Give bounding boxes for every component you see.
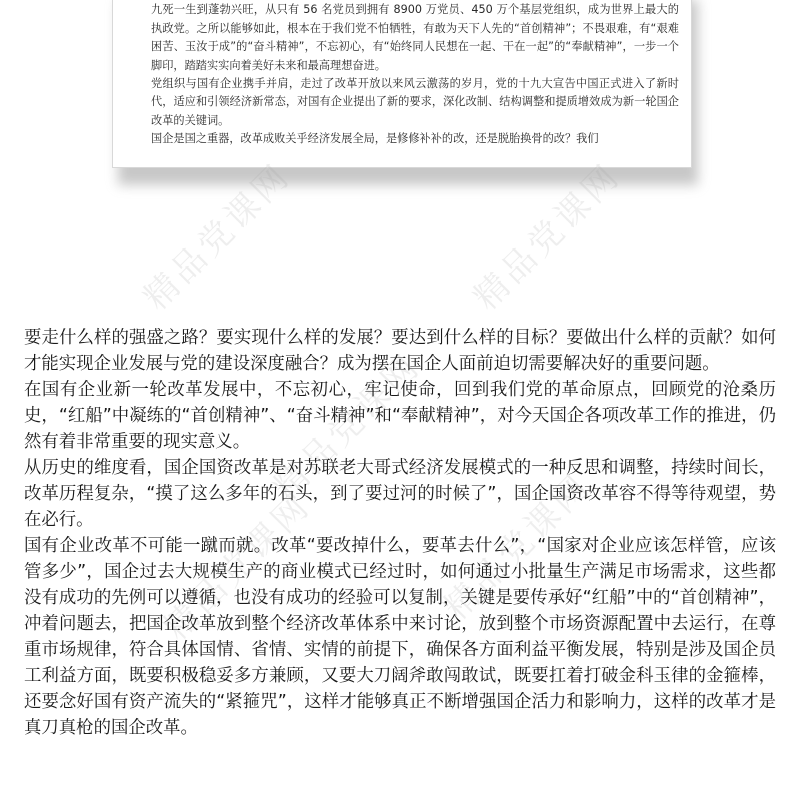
page-card: [112, 0, 692, 168]
body-paragraph-4: 国有企业改革不可能一蹴而就。改革“要改掉什么，要革去什么”，“国家对企业应该怎样管，应该管多少”，国企过去大规模生产的商业模式已经过时，如何通过小批量生产满足市场需求，这些都没有成功的先例可以遵循，也没有成功的经验可以复制，关键是要传承好“红船”中的“首创精神”，冲着问题去，把国企改革放到整个经济改革体系中来讨论，放到整个市场资源配置中去运行，在尊重市场规律，符合具体国情、省情、实情的前提下，确保各方面利益平衡发展，特别是涉及国企员工利益方面，既要积极稳妥多方兼顾，又要大刀阔斧敢闯敢试，既要扛着打破金科玉律的金箍棒，还要念好国有资产流失的“紧箍咒”，这样才能够真正不断增强国企活力和影响力，这样的改革才是真刀真枪的国企改革。: [24, 536, 776, 738]
body-paragraph-1: 要走什么样的强盛之路？要实现什么样的发展？要达到什么样的目标？要做出什么样的贡献？如何才能实现企业发展与党的建设深度融合？成为摆在国企人面前迫切需要解决好的重要问题。: [24, 328, 776, 374]
watermark: 精品党课网: [156, 485, 319, 649]
body-paragraph-2: 在国有企业新一轮改革发展中，不忘初心，牢记使命，回到我们党的革命原点，回顾党的沧桑历史，“红船”中凝练的“首创精神”、“奋斗精神”和“奉献精神”，对今天国企各项改革工作的推进，仍然有着非常重要的现实意义。: [24, 380, 776, 452]
card-paragraph-2: 党组织与国有企业携手并肩，走过了改革开放以来风云激荡的岁月，党的十九大宣告中国正式进入了新时代，适应和引领经济新常态，对国有企业提出了新的要求，深化改制、结构调整和提质增效成为新一轮国企改革的关键词。: [151, 77, 679, 127]
watermark: 精品党课网: [436, 465, 599, 629]
card-paragraph-1: 九死一生到蓬勃兴旺，从只有 56 名党员到拥有 8900 万党员、450 万个基层党组织，成为世界上最大的执政党。之所以能够如此，根本在于我们党不怕牺牲，有敢为天下人先的“首创精神”；不畏艰难，有“艰难困苦、玉汝于成”的“奋斗精神”，不忘初心，有“始终同人民想在一起、干在一起”的“奉献精神”，一步一个脚印，踏踏实实向着美好未来和最高理想奋进。: [151, 3, 679, 72]
document-page-preview: [112, 0, 692, 173]
watermark: 精品党课网: [136, 155, 299, 319]
main-body-text: [24, 325, 776, 741]
body-paragraph-3: 从历史的维度看，国企国资改革是对苏联老大哥式经济发展模式的一种反思和调整，持续时间长，改革历程复杂，“摸了这么多年的石头，到了要过河的时候了”，国企国资改革容不得等待观望，势在必行。: [24, 458, 776, 530]
card-paragraph-3: 国企是国之重器，改革成败关乎经济发展全局，是修修补补的改，还是脱胎换骨的改？我们: [151, 132, 599, 146]
watermark: 精品党课网: [466, 155, 629, 319]
watermark: 精品党课网: [266, 345, 429, 509]
